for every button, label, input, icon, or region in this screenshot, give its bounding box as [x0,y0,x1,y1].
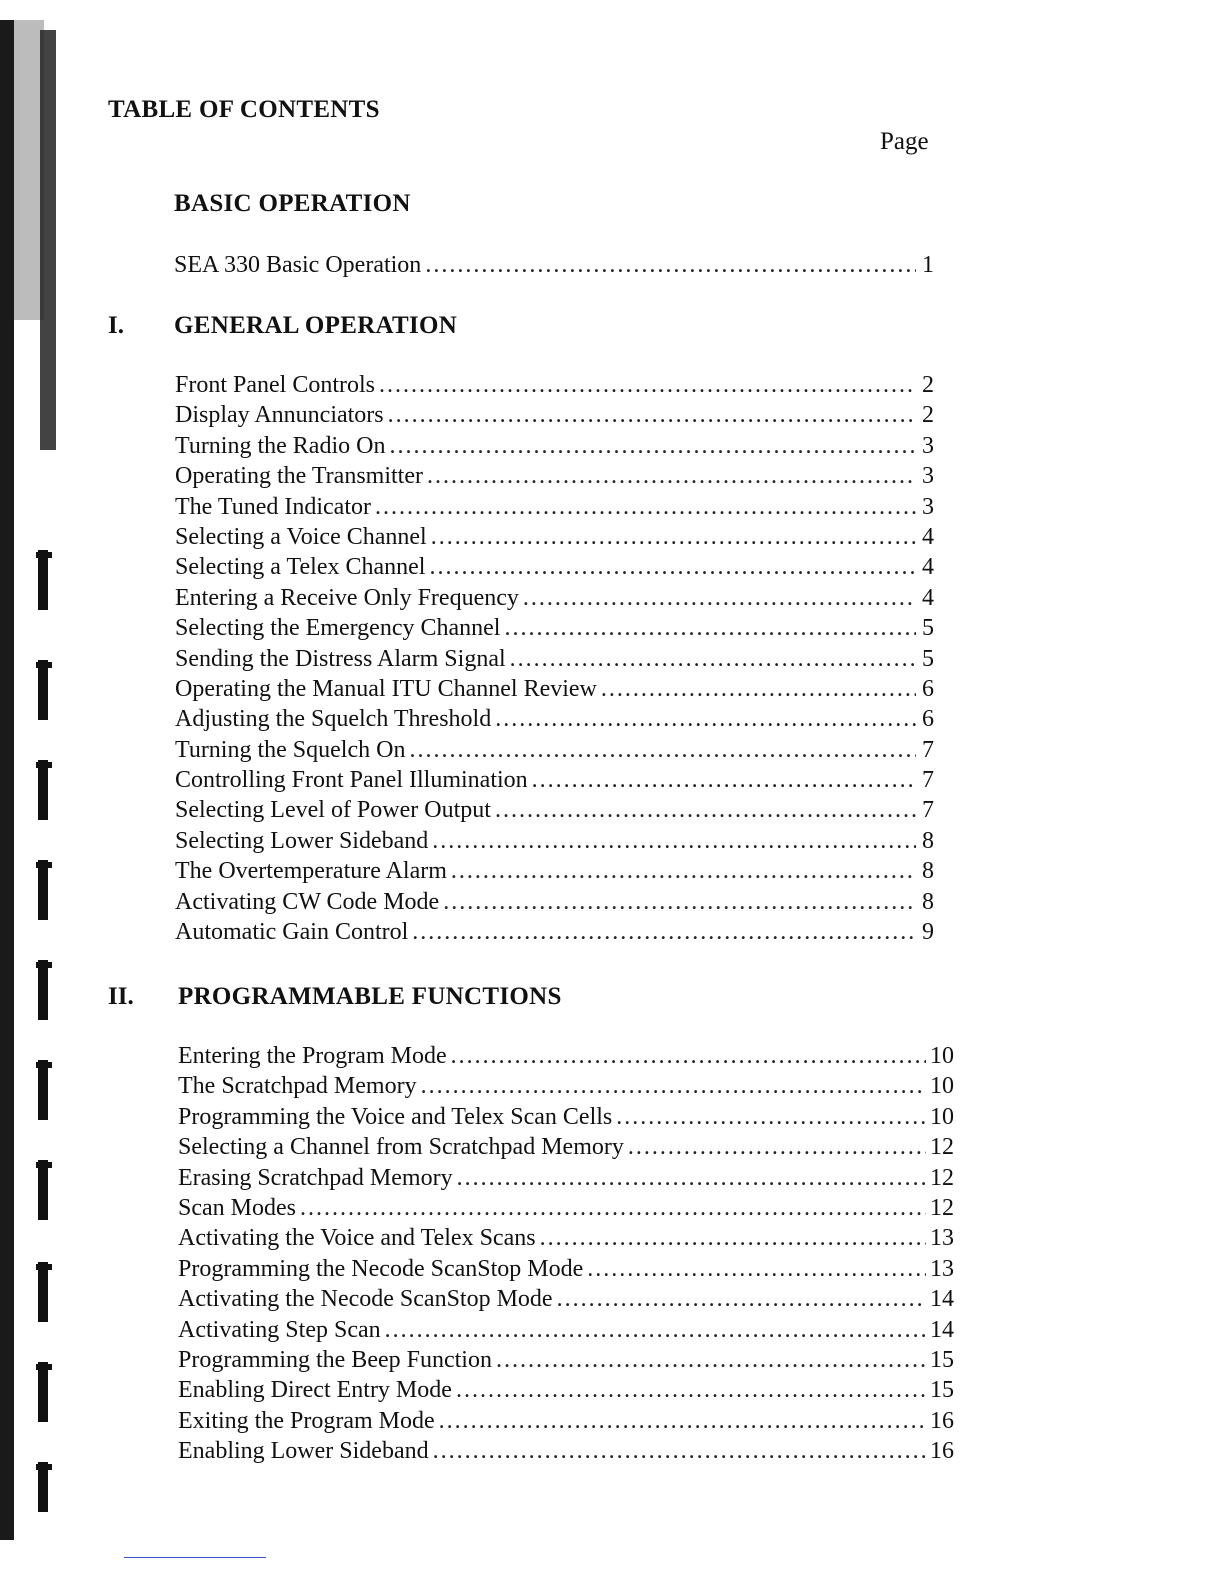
toc-entry[interactable] [178,1438,954,1468]
toc-entry-title: Operating the Manual ITU Channel Review [175,675,597,702]
toc-entry-page-number: 4 [922,554,934,581]
toc-entry-title: Activating Step Scan [178,1316,381,1343]
toc-dot-leader [532,767,916,793]
toc-entry-title: Activating CW Code Mode [175,888,440,915]
toc-entry[interactable] [178,1377,954,1407]
binding-hook [36,660,52,720]
toc-entry[interactable] [178,1408,954,1438]
toc-entry[interactable] [175,372,934,402]
toc-entry-title: Activating the Voice and Telex Scans [178,1225,536,1252]
toc-entry[interactable] [175,889,934,919]
toc-dot-leader [451,858,916,884]
toc-entry-title: Display Annunciators [175,402,384,429]
toc-entry-title: Enabling Direct Entry Mode [178,1377,452,1404]
toc-entry-page-number: 8 [922,827,934,854]
toc-entry[interactable] [178,1134,954,1164]
toc-entry[interactable] [175,706,934,736]
toc-dot-leader [495,797,916,823]
toc-entry-title: The Tuned Indicator [175,493,371,520]
toc-entry-title: Selecting Level of Power Output [175,797,491,824]
toc-entry-title: Selecting a Channel from Scratchpad Memory [178,1134,624,1161]
toc-dot-leader [425,252,916,278]
toc-entry-page-number: 14 [930,1286,954,1313]
toc-dot-leader [496,1347,926,1373]
toc-entry-title: Front Panel Controls [175,372,376,398]
toc-entry-page-number: 7 [922,767,934,794]
toc-entry-page-number: 8 [922,858,934,885]
toc-entry-page-number: 13 [930,1255,954,1282]
section-heading-general-operation: GENERAL OPERATION [174,312,458,339]
toc-entry-title: Selecting the Emergency Channel [175,615,501,642]
toc-entry[interactable] [178,1256,954,1286]
toc-dot-leader [504,615,916,641]
toc-entry[interactable] [175,463,934,493]
binding-hook [36,860,52,920]
toc-dot-leader [601,676,916,702]
toc-entry[interactable] [175,524,934,554]
binding-hook [36,760,52,820]
binding-hook [36,1362,52,1422]
toc-entry-title: Operating the Transmitter [175,463,423,490]
toc-entry-title: Adjusting the Squelch Threshold [175,706,492,733]
toc-entry[interactable] [178,1043,954,1073]
toc-entry-page-number: 3 [922,432,934,459]
toc-dot-leader [443,889,916,915]
toc-entry-title: Programming the Necode ScanStop Mode [178,1255,584,1282]
toc-entry[interactable] [175,646,934,676]
binding-hook [36,1160,52,1220]
toc-entry-page-number: 5 [922,615,934,642]
toc-entry-page-number: 7 [922,736,934,763]
toc-entry-page-number: 4 [922,584,934,611]
binding-strip-fade [14,20,44,320]
toc-entry[interactable] [174,252,934,282]
toc-dot-leader [457,1165,926,1191]
toc-entry-page-number: 10 [930,1073,954,1100]
toc-entry[interactable] [178,1195,954,1225]
toc-entry-title: Entering a Receive Only Frequency [175,584,519,611]
toc-entry-page-number: 6 [922,675,934,702]
toc-entry-title: Controlling Front Panel Illumination [175,767,528,794]
toc-dot-leader [616,1104,926,1130]
toc-dot-leader [427,463,916,489]
toc-entry-page-number: 9 [922,919,934,946]
binding-strip [0,20,14,1540]
toc-entry-title: Turning the Squelch On [175,736,406,763]
toc-entry[interactable] [175,554,934,584]
section-number-general-operation: I. [108,312,124,339]
page-title: TABLE OF CONTENTS [108,96,380,123]
toc-entry[interactable] [178,1317,954,1347]
toc-list-general-operation [175,372,934,949]
toc-entry-page-number: 2 [922,402,934,429]
toc-entry-page-number: 16 [930,1407,954,1434]
toc-entry-title: Entering the Program Mode [178,1043,447,1069]
toc-entry-title: Programming the Voice and Telex Scan Cells [178,1103,613,1130]
toc-dot-leader [379,372,916,398]
toc-entry[interactable] [175,676,934,706]
toc-entry-page-number: 4 [922,523,934,550]
toc-entry-page-number: 3 [922,493,934,520]
toc-entry[interactable] [175,767,934,797]
toc-dot-leader [375,494,916,520]
toc-entry-title: Selecting a Telex Channel [175,554,426,581]
toc-entry[interactable] [175,737,934,767]
toc-entry-page-number: 6 [922,706,934,733]
toc-entry-page-number: 5 [922,645,934,672]
toc-dot-leader [540,1225,926,1251]
toc-dot-leader [456,1377,926,1403]
section-heading-basic-operation: BASIC OPERATION [174,190,411,217]
toc-entry-title: Turning the Radio On [175,432,386,459]
toc-entry[interactable] [178,1347,954,1377]
toc-dot-leader [421,1073,926,1099]
toc-dot-leader [431,524,916,550]
toc-entry-page-number: 12 [930,1164,954,1191]
toc-entry[interactable] [175,858,934,888]
toc-entry[interactable] [178,1225,954,1255]
toc-dot-leader [523,585,916,611]
toc-entry[interactable] [175,433,934,463]
toc-entry-title: Programming the Beep Function [178,1346,492,1373]
toc-dot-leader [409,737,916,763]
binding-hook [36,550,52,610]
section-number-programmable-functions: II. [108,983,134,1010]
toc-entry[interactable] [178,1286,954,1316]
toc-entry-page-number: 12 [930,1134,954,1161]
toc-entry-title: SEA 330 Basic Operation [174,252,422,278]
toc-entry[interactable] [175,797,934,827]
binding-edge-scan [0,0,70,1584]
toc-list-programmable-functions [178,1043,954,1468]
toc-entry[interactable] [175,402,934,432]
page-column-label: Page [880,128,929,155]
toc-entry-title: The Scratchpad Memory [178,1073,417,1100]
toc-entry-page-number: 15 [930,1346,954,1373]
footer-rule [124,1557,266,1558]
toc-entry-title: The Overtemperature Alarm [175,858,447,885]
binding-hook [36,960,52,1020]
toc-dot-leader [388,402,916,428]
toc-entry-title: Erasing Scratchpad Memory [178,1164,453,1191]
toc-entry-page-number: 2 [922,372,934,398]
toc-entry-page-number: 14 [930,1316,954,1343]
toc-list-basic-operation [174,252,934,282]
toc-dot-leader [587,1256,926,1282]
toc-dot-leader [628,1134,926,1160]
toc-entry-title: Sending the Distress Alarm Signal [175,645,506,672]
binding-hook [36,1262,52,1322]
toc-entry-title: Selecting a Voice Channel [175,523,427,550]
toc-entry-title: Automatic Gain Control [175,919,409,946]
toc-entry[interactable] [178,1073,954,1103]
toc-entry[interactable] [175,919,934,949]
toc-entry-page-number: 16 [930,1438,954,1465]
toc-dot-leader [451,1043,926,1069]
toc-dot-leader [412,919,916,945]
binding-strip-dark [40,30,56,450]
toc-entry-page-number: 12 [930,1194,954,1221]
toc-entry-title: Exiting the Program Mode [178,1407,435,1434]
toc-entry[interactable] [175,494,934,524]
toc-entry[interactable] [175,615,934,645]
binding-hook [36,1060,52,1120]
toc-entry-page-number: 3 [922,463,934,490]
toc-entry-page-number: 8 [922,888,934,915]
toc-entry-page-number: 15 [930,1377,954,1404]
toc-dot-leader [300,1195,926,1221]
toc-entry-title: Activating the Necode ScanStop Mode [178,1286,553,1313]
toc-dot-leader [385,1317,926,1343]
binding-hook [36,1462,52,1512]
toc-entry-page-number: 1 [922,252,934,278]
toc-dot-leader [510,646,916,672]
toc-dot-leader [429,554,916,580]
toc-dot-leader [557,1286,926,1312]
toc-entry[interactable] [178,1165,954,1195]
toc-entry-title: Selecting Lower Sideband [175,827,429,854]
toc-entry[interactable] [175,828,934,858]
binding-hooks [36,550,52,1512]
toc-entry-page-number: 10 [930,1103,954,1130]
toc-dot-leader [432,828,916,854]
section-heading-programmable-functions: PROGRAMMABLE FUNCTIONS [178,983,562,1010]
toc-entry-title: Enabling Lower Sideband [178,1438,429,1465]
toc-dot-leader [439,1408,926,1434]
toc-entry-page-number: 13 [930,1225,954,1252]
toc-entry[interactable] [175,585,934,615]
toc-entry-title: Scan Modes [178,1194,296,1221]
toc-entry-page-number: 10 [930,1043,954,1069]
toc-entry-page-number: 7 [922,797,934,824]
toc-dot-leader [495,706,916,732]
toc-entry[interactable] [178,1104,954,1134]
toc-dot-leader [433,1438,926,1464]
toc-dot-leader [389,433,916,459]
